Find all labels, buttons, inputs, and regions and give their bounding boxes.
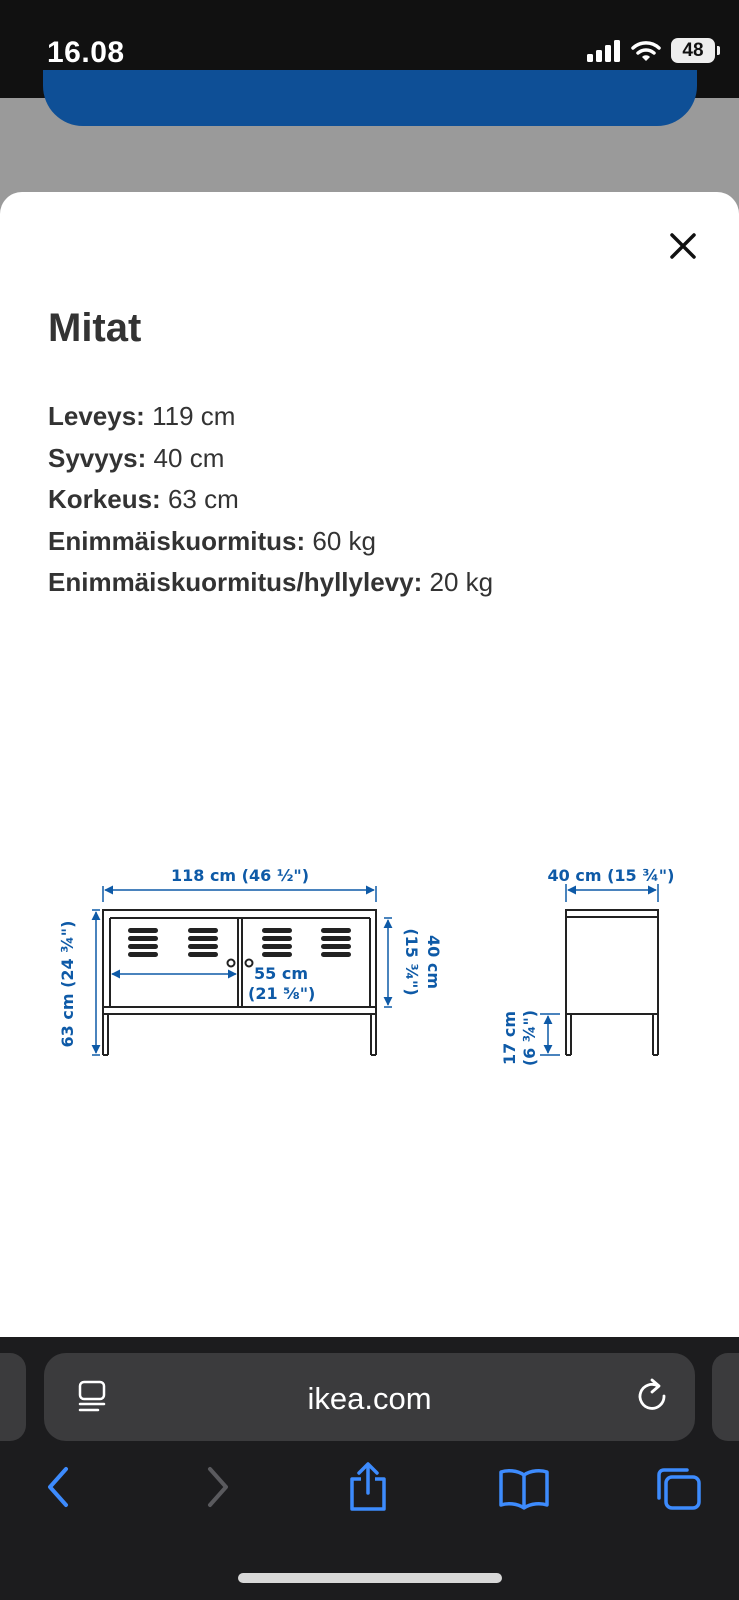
spec-row-width: Leveys: 119 cm (48, 401, 236, 431)
cabinet-side-outline (566, 910, 658, 1014)
side-depth-label: 40 cm (15 ¾") (547, 866, 675, 885)
forward-icon[interactable] (202, 1465, 232, 1509)
spec-row-height: Korkeus: 63 cm (48, 484, 239, 514)
spec-row-depth: Syvyys: 40 cm (48, 442, 225, 473)
tabs-icon[interactable] (654, 1465, 704, 1513)
inner-height-label-2: (15 ¾") (402, 928, 421, 996)
back-icon[interactable] (44, 1465, 74, 1509)
background-page-button (43, 70, 697, 126)
next-tab-pill[interactable] (712, 1353, 739, 1441)
leg-height-label-1: 17 cm (500, 1011, 519, 1065)
battery-icon: 48 (671, 38, 715, 63)
share-icon[interactable] (346, 1461, 390, 1513)
status-time: 16.08 (47, 36, 125, 69)
dimensions-sheet (0, 192, 739, 1337)
inner-width-label-1: 55 cm (254, 964, 308, 983)
spec-row-max-load-shelf: Enimmäiskuormitus/hyllylevy: 20 kg (48, 567, 494, 597)
address-bar[interactable] (44, 1353, 695, 1441)
spec-row-max-load: Enimmäiskuormitus: 60 kg (48, 525, 377, 556)
spec-list (48, 396, 493, 604)
wifi-icon (631, 40, 661, 62)
status-icons (587, 38, 715, 63)
ventilation-louvres (128, 928, 351, 957)
cabinet-front-outline (103, 910, 376, 1014)
inner-height-label-1: 40 cm (424, 935, 443, 989)
url-text: ikea.com (307, 1381, 432, 1416)
inner-width-label-2: (21 ⅝") (248, 984, 316, 1003)
cellular-signal-icon (587, 40, 621, 62)
leg-height-label-2: (6 ¾") (520, 1009, 539, 1067)
dimension-drawing (0, 852, 739, 1252)
previous-tab-pill[interactable] (0, 1353, 26, 1441)
reload-icon[interactable] (635, 1377, 669, 1415)
sheet-title: Mitat (48, 306, 142, 350)
home-indicator[interactable] (238, 1573, 502, 1583)
browser-toolbar (0, 1337, 739, 1600)
front-height-label: 63 cm (24 ¾") (58, 920, 77, 1048)
front-width-label: 118 cm (46 ½") (170, 866, 310, 885)
close-icon[interactable] (665, 228, 701, 264)
bookmarks-icon[interactable] (497, 1467, 551, 1511)
